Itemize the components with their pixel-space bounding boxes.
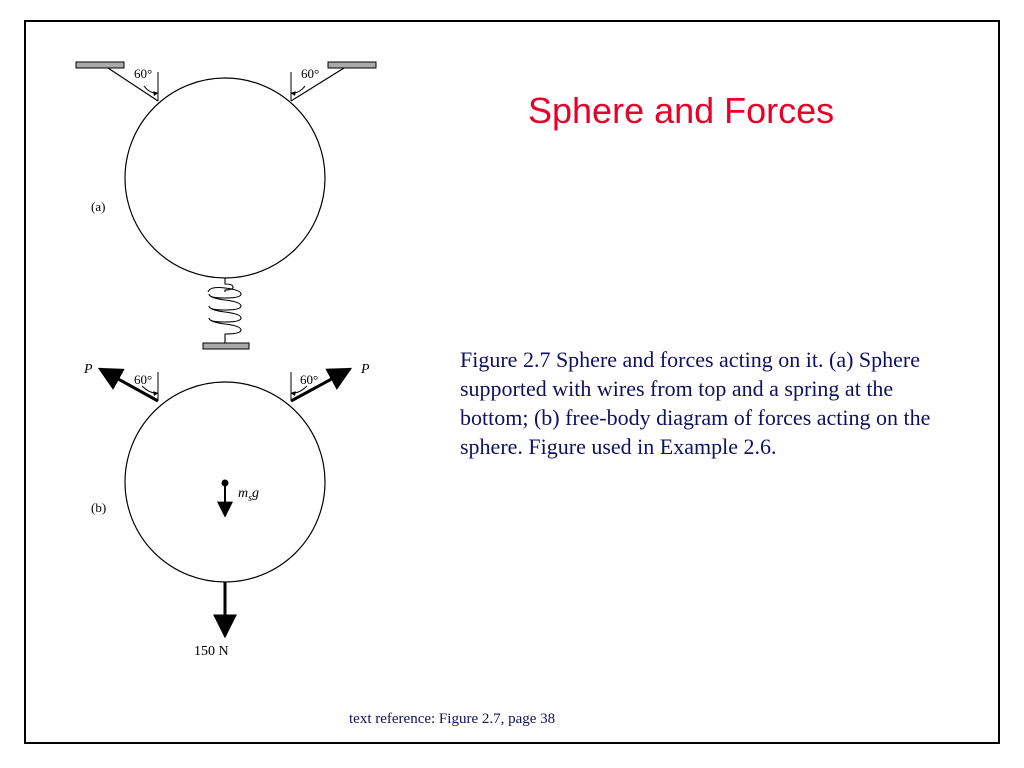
floor-support [203,343,249,349]
angle-label-left-b: 60° [134,372,153,387]
spring [208,278,241,343]
weight-label-g: g [252,486,260,501]
slide-title: Sphere and Forces [528,90,835,131]
bottom-force-label: 150 N [194,644,229,659]
text-reference: text reference: Figure 2.7, page 38 [349,711,556,727]
force-label-left: P [84,362,93,377]
force-label-right: P [361,362,370,377]
ceiling-left-support [76,62,124,68]
angle-label-right-b: 60° [300,372,319,387]
angle-label-left: 60° [134,66,153,81]
figure-a-label: (a) [91,199,106,214]
sphere-a [125,78,325,278]
angle-arc-left [144,86,158,93]
weight-label: $m_sg$ [238,486,260,504]
figure-b-label: (b) [91,500,107,515]
angle-arc-right [291,86,305,93]
ceiling-right-support [328,62,376,68]
angle-label-right: 60° [301,66,320,81]
figure-caption: Figure 2.7 Sphere and forces acting on it. (a) Sphere supported with wires from top and a spring at the bottom; (b) free-body diagram of forces acting on the sphere. Figure used in Example 2.6. [460,347,931,459]
weight-label-subscript: s [248,493,253,504]
figure-b [83,362,370,659]
figure-a [76,62,376,349]
